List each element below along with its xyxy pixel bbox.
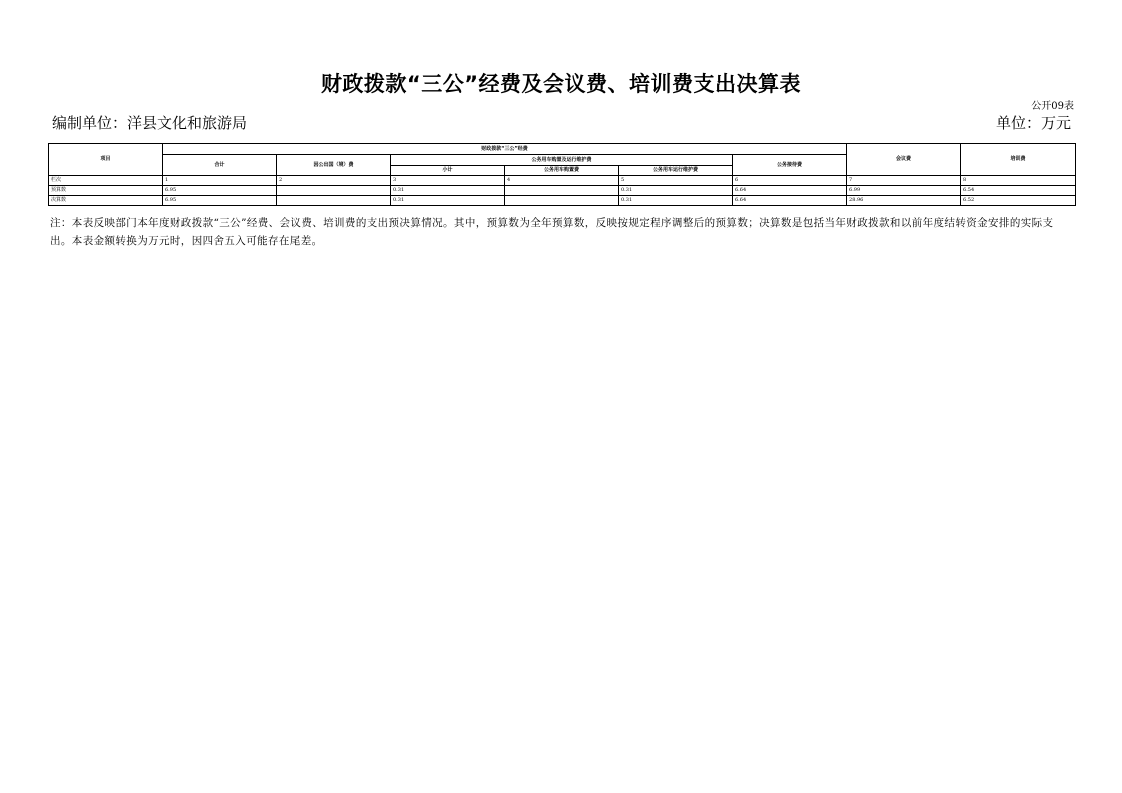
- header-training: 培训费: [961, 144, 1076, 176]
- table-cell: [277, 196, 391, 206]
- table-row: [49, 186, 1076, 196]
- header-subtotal: 小计: [391, 166, 505, 176]
- table-cell: 0.31: [619, 196, 733, 206]
- table-cell: [505, 196, 619, 206]
- header-operation: 公务用车运行维护费: [619, 166, 733, 176]
- table-cell: 0.31: [391, 196, 505, 206]
- header-reception: 公务接待费: [733, 155, 847, 176]
- table-cell: [277, 186, 391, 196]
- document-title: 财政拨款“三公”经费及会议费、培训费支出决算表: [320, 72, 802, 96]
- table-cell: [505, 186, 619, 196]
- table-row: [49, 196, 1076, 206]
- table-cell: 8: [961, 176, 1076, 186]
- header-three-public: 财政拨款“三公”经费: [163, 144, 847, 155]
- header-abroad: 因公出国（境）费: [277, 155, 391, 176]
- organization-label: 编制单位：洋县文化和旅游局: [52, 114, 248, 132]
- table-cell: 0.31: [391, 186, 505, 196]
- table-cell: 1: [163, 176, 277, 186]
- header-row-1: [49, 144, 1076, 155]
- table-cell: 6.52: [961, 196, 1076, 206]
- table-cell: 3: [391, 176, 505, 186]
- row-label: 栏次: [49, 176, 163, 186]
- row-label: 预算数: [49, 186, 163, 196]
- table-cell: 6: [733, 176, 847, 186]
- header-vehicle: 公务用车购置及运行维护费: [391, 155, 733, 166]
- unit-label: 单位：万元: [995, 114, 1071, 132]
- table-cell: 6.64: [733, 186, 847, 196]
- form-number: 公开09表: [1031, 101, 1074, 112]
- table-cell: 0.31: [619, 186, 733, 196]
- footnote: 注：本表反映部门本年度财政拨款“三公”经费、会议费、培训费的支出预决算情况。其中，预算数为全年预算数，反映按规定程序调整后的预算数；决算数是包括当年财政拨款和以前年度结转资金安排的实际支出。本表金额转换为万元时，因四舍五入可能存在尾差。: [50, 217, 1054, 247]
- expenditure-table: [48, 143, 1076, 206]
- header-meeting: 会议费: [847, 144, 961, 176]
- row-label: 决算数: [49, 196, 163, 206]
- table-cell: 6.95: [163, 196, 277, 206]
- header-item: 项目: [49, 144, 163, 176]
- table-cell: 4: [505, 176, 619, 186]
- table-cell: 5: [619, 176, 733, 186]
- table-cell: 6.54: [961, 186, 1076, 196]
- table-cell: 2: [277, 176, 391, 186]
- table-cell: 6.95: [163, 186, 277, 196]
- header-total: 合计: [163, 155, 277, 176]
- table-row: [49, 176, 1076, 186]
- table-cell: 28.96: [847, 196, 961, 206]
- table-cell: 6.64: [733, 196, 847, 206]
- header-purchase: 公务用车购置费: [505, 166, 619, 176]
- table-cell: 7: [847, 176, 961, 186]
- table-cell: 6.99: [847, 186, 961, 196]
